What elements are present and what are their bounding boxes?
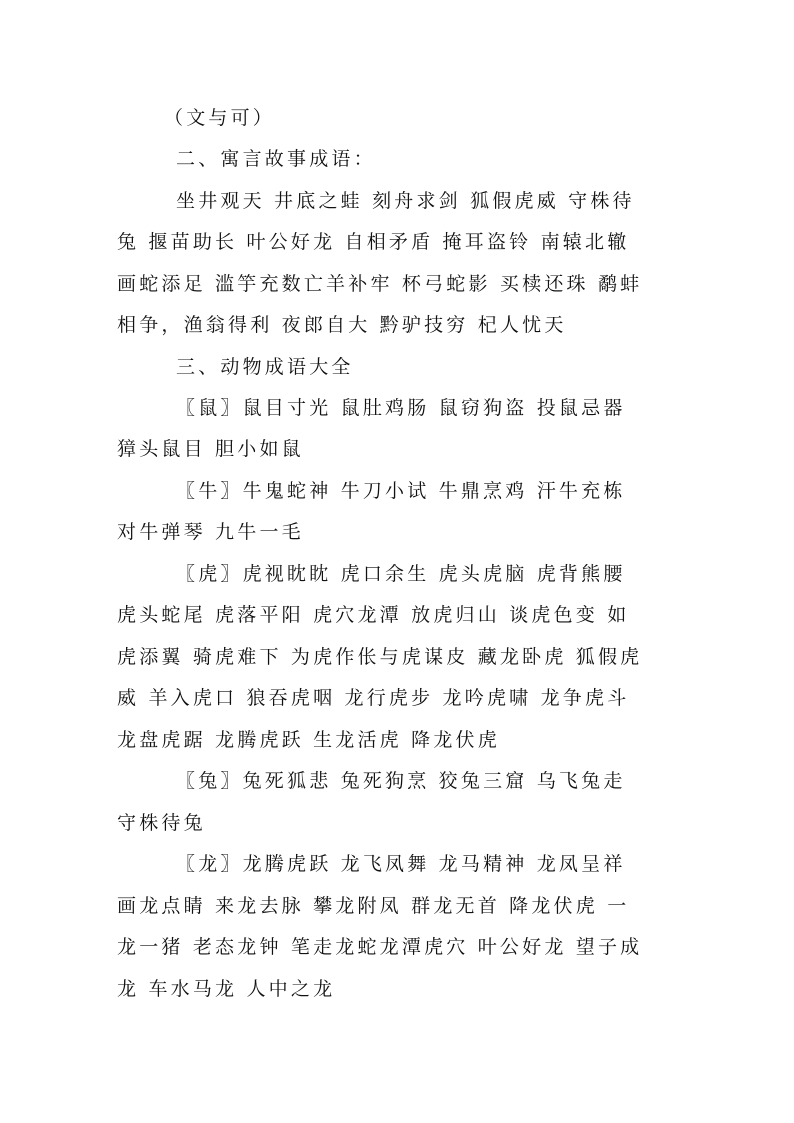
tiger-idioms-line-4: 威 羊入虎口 狼吞虎咽 龙行虎步 龙吟虎啸 龙争虎斗 bbox=[117, 687, 630, 709]
tiger-idioms-line-2: 虎头蛇尾 虎落平阳 虎穴龙潭 放虎归山 谈虎色变 如 bbox=[117, 604, 630, 626]
dragon-idioms-line-4: 龙 车水马龙 人中之龙 bbox=[117, 978, 336, 1000]
dragon-idioms-line-2: 画龙点睛 来龙去脉 攀龙附凤 群龙无首 降龙伏虎 一 bbox=[117, 895, 630, 917]
fable-idioms-line-1: 坐井观天 井底之蛙 刻舟求剑 狐假虎威 守株待 bbox=[176, 190, 635, 212]
attribution-line: （文与可） bbox=[164, 107, 276, 129]
section-heading-fables: 二、寓言故事成语： bbox=[176, 148, 376, 170]
ox-idioms-line-1: 〖牛〗牛鬼蛇神 牛刀小试 牛鼎烹鸡 汗牛充栋 bbox=[176, 480, 626, 502]
ox-idioms-line-2: 对牛弹琴 九牛一毛 bbox=[117, 521, 304, 543]
section-heading-animals: 三、动物成语大全 bbox=[176, 356, 354, 378]
dragon-idioms-line-1: 〖龙〗龙腾虎跃 龙飞凤舞 龙马精神 龙凤呈祥 bbox=[176, 853, 626, 875]
tiger-idioms-line-5: 龙盘虎踞 龙腾虎跃 生龙活虎 降龙伏虎 bbox=[117, 729, 500, 751]
rabbit-idioms-line-2: 守株待兔 bbox=[117, 812, 206, 834]
fable-idioms-line-2: 兔 揠苗助长 叶公好龙 自相矛盾 掩耳盗铃 南辕北辙 bbox=[117, 231, 630, 253]
tiger-idioms-line-1: 〖虎〗虎视眈眈 虎口余生 虎头虎脑 虎背熊腰 bbox=[176, 563, 626, 585]
fable-idioms-line-4: 相争，渔翁得利 夜郎自大 黔驴技穷 杞人忧天 bbox=[117, 314, 567, 336]
dragon-idioms-line-3: 龙一猪 老态龙钟 笔走龙蛇龙潭虎穴 叶公好龙 望子成 bbox=[117, 936, 643, 958]
rabbit-idioms-line-1: 〖兔〗兔死狐悲 兔死狗烹 狡兔三窟 乌飞兔走 bbox=[176, 770, 626, 792]
tiger-idioms-line-3: 虎添翼 骑虎难下 为虎作伥与虎谋皮 藏龙卧虎 狐假虎 bbox=[117, 646, 643, 668]
rat-idioms-line-1: 〖鼠〗鼠目寸光 鼠肚鸡肠 鼠窃狗盗 投鼠忌器 bbox=[176, 397, 626, 419]
rat-idioms-line-2: 獐头鼠目 胆小如鼠 bbox=[117, 438, 304, 460]
fable-idioms-line-3: 画蛇添足 滥竽充数亡羊补牢 杯弓蛇影 买椟还珠 鹬蚌 bbox=[117, 273, 643, 295]
